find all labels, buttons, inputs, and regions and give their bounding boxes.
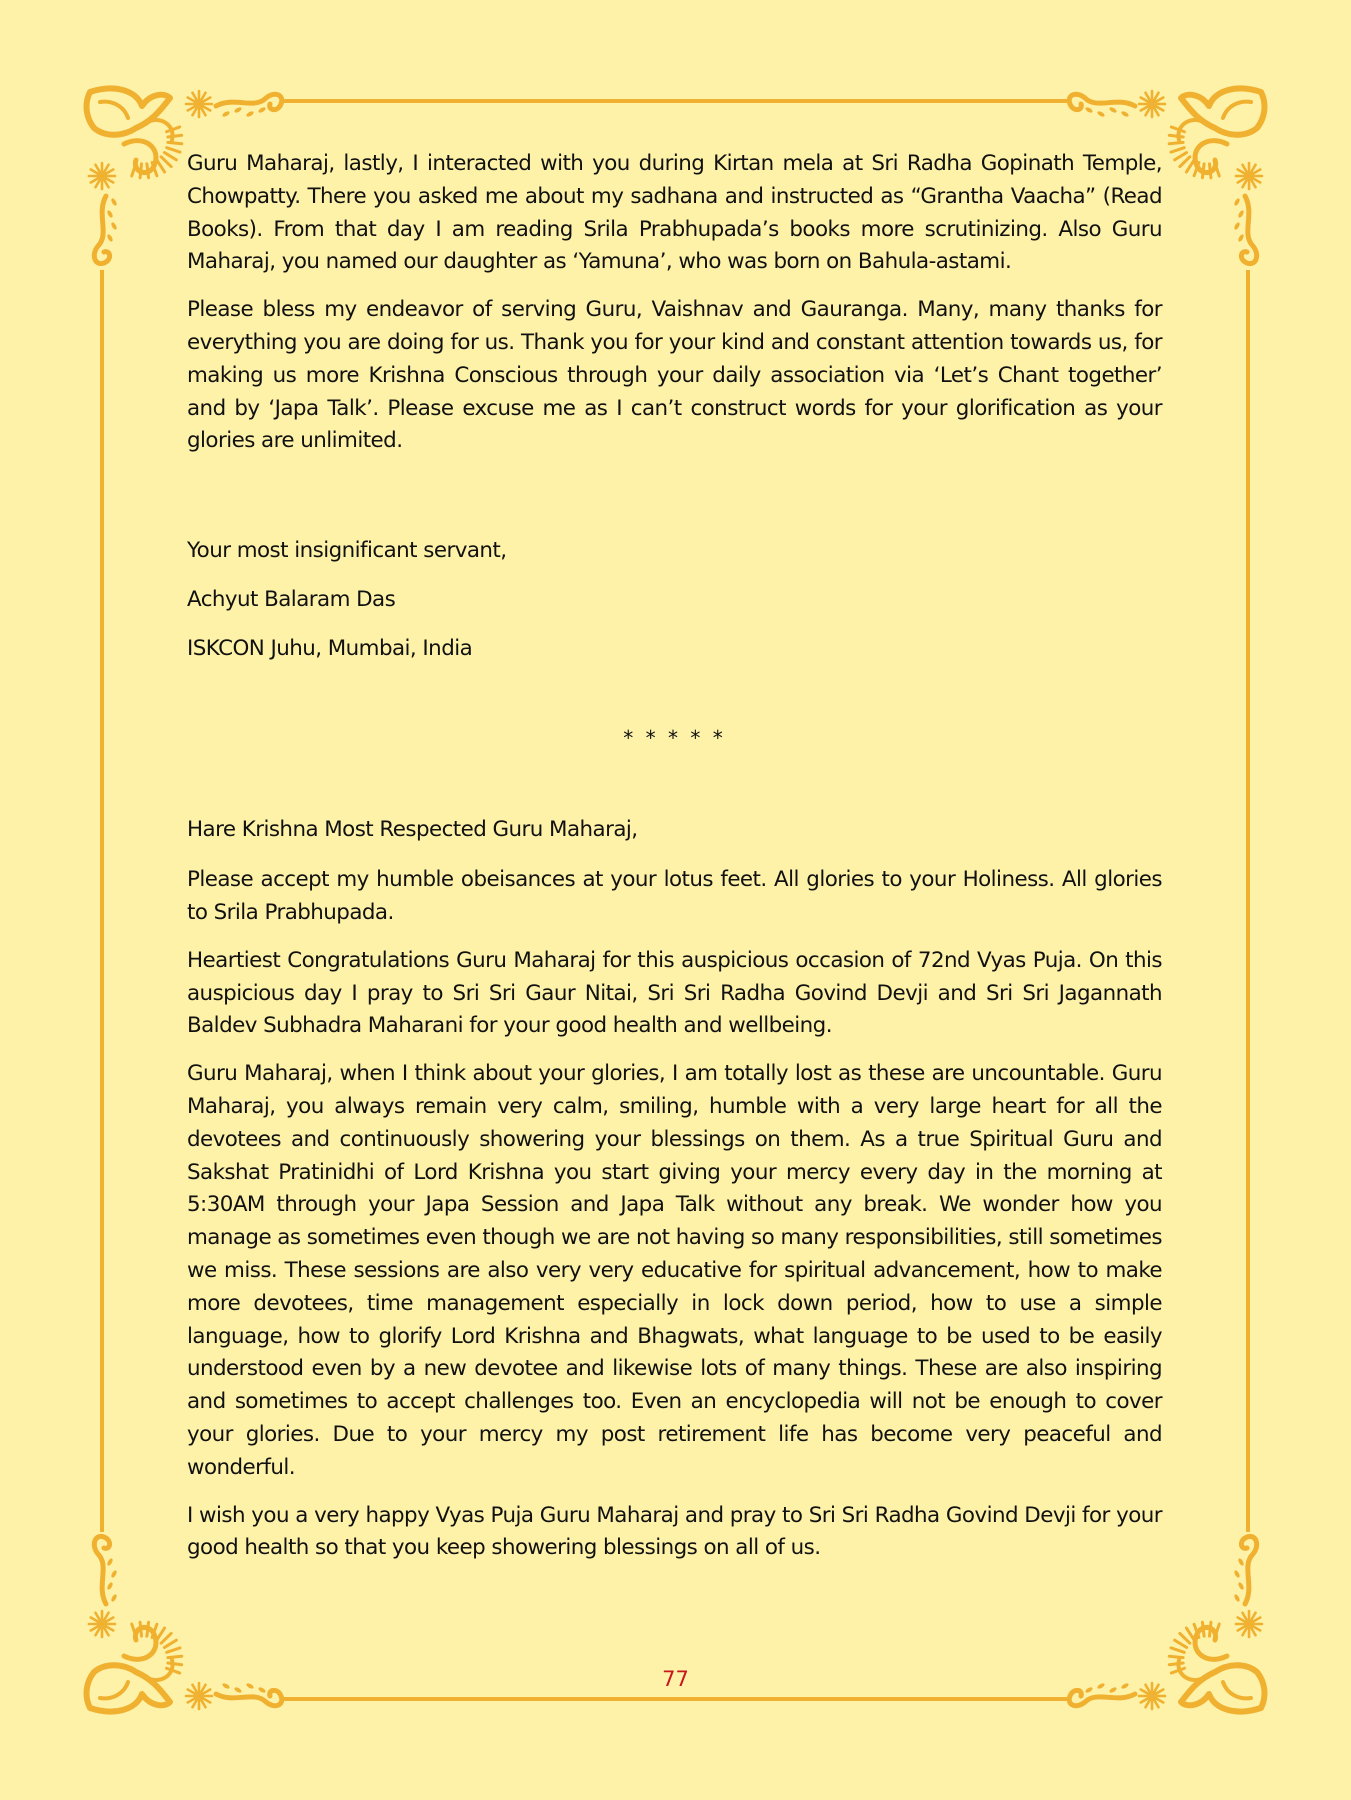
border-line-left [100, 270, 104, 1532]
letter1-paragraph: Please bless my endeavor of serving Guru, Vaishnav and Gauranga. Many, many thanks for everything you are doing for us. Thank you for your kind and constant attention towards us, for making us more Krishna Conscious through your daily association via ‘Let’s Chant together’ and by ‘Japa Talk’. Please excuse me as I can’t construct words for your glorification as your glories are unlimited. [187, 297, 1162, 454]
letter1-closing: Your most insignificant servant, [187, 538, 507, 564]
letter2-paragraph: Please accept my humble obeisances at your lotus feet. All glories to your Holiness. All glories to Srila Prabhupada. [187, 867, 1162, 925]
page-body [187, 148, 1162, 1580]
border-line-bottom [283, 1697, 1068, 1701]
page-number: 77 [662, 1667, 689, 1691]
letter1-signature-name: Achyut Balaram Das [187, 586, 396, 612]
letter2-paragraph: Heartiest Congratulations Guru Maharaj for this auspicious occasion of 72nd Vyas Puja. On this auspicious day I pray to Sri Sri Gaur Nitai, Sri Sri Radha Govind Devji and Sri Sri Jagannath Baldev Subhadra Maharani for your good health and wellbeing. [187, 947, 1162, 1039]
border-line-top [283, 99, 1068, 103]
letter2-paragraph: Guru Maharaj, when I think about your glories, I am totally lost as these are uncountable. Guru Maharaj, you always remain very calm, smiling, humble with a very large heart for all the devotees and continuously showering your blessings on them. As a true Spiritual Guru and Sakshat Pratinidhi of Lord Krishna you start giving your mercy every day in the morning at 5:30AM through your Japa Session and Japa Talk without any break. We wonder how you manage as sometimes even though we are not having so many responsibilities, still sometimes we miss. These sessions are also very very educative for spiritual advancement, how to make more devotees, time management especially in lock down period, how to use a simple language, how to glorify Lord Krishna and Bhagwats, what language to be used to be easily understood even by a new devotee and likewise lots of many things. These are also inspiring and sometimes to accept challenges too. Even an encyclopedia will not be enough to cover your glories. Due to your mercy my post retirement life has become very peaceful and wonderful. [187, 1061, 1162, 1480]
border-line-right [1246, 270, 1250, 1532]
letter1-paragraph: Guru Maharaj, lastly, I interacted with you during Kirtan mela at Sri Radha Gopinath Temple, Chowpatty. There you asked me about my sadhana and instructed as “Grantha Vaacha” (Read Books). From that day I am reading Srila Prabhupada’s books more scrutinizing. Also Guru Maharaj, you named our daughter as ‘Yamuna’, who was born on Bahula-astami. [187, 151, 1162, 275]
letter1-signature-location: ISKCON Juhu, Mumbai, India [187, 635, 473, 661]
letter2-salutation: Hare Krishna Most Respected Guru Maharaj, [187, 817, 638, 843]
section-separator: * * * * * [623, 725, 726, 750]
letter2-paragraph: I wish you a very happy Vyas Puja Guru Maharaj and pray to Sri Sri Radha Govind Devji for your good health so that you keep showering blessings on all of us. [187, 1502, 1162, 1561]
